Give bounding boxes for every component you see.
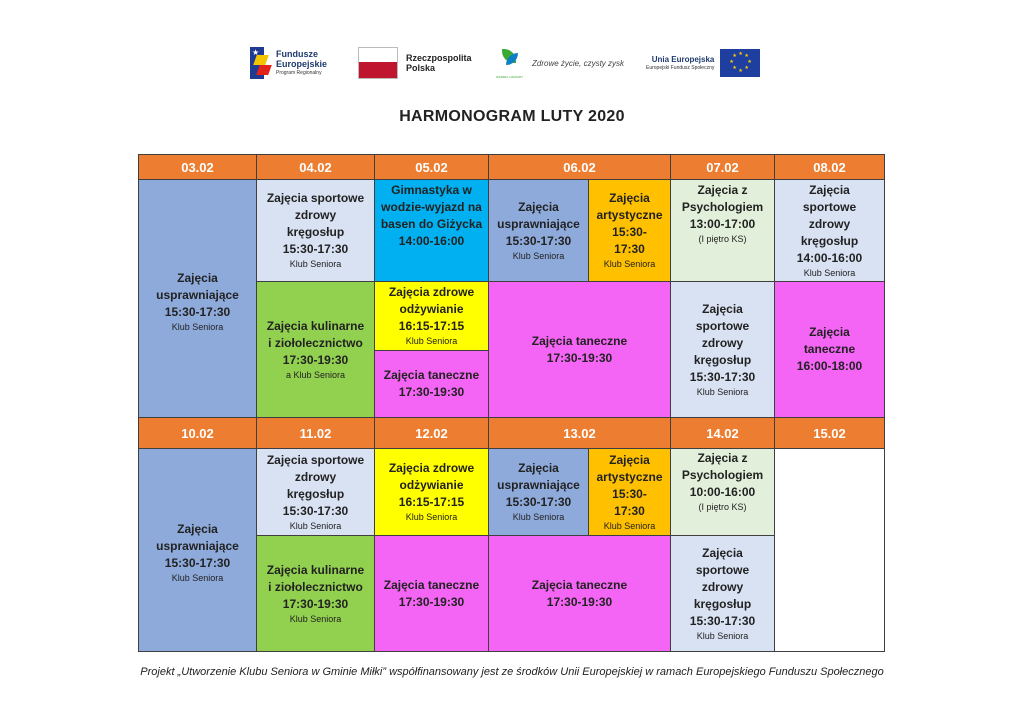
schedule-cell	[488, 281, 671, 418]
schedule-cell	[138, 448, 257, 652]
schedule-cell	[774, 179, 885, 282]
activity-label: Zajęcia	[518, 199, 559, 214]
activity-label: odżywianie	[399, 302, 464, 316]
header-day-12: 15.02	[774, 417, 885, 449]
activity-label: kręgosłup	[693, 352, 752, 367]
activity-location: a Klub Seniora	[285, 369, 346, 380]
zz-slogan: Zdrowe życie, czysty zysk	[532, 58, 625, 68]
ue-line1: Unia Europejska	[651, 54, 715, 64]
activity-label: wodzie-wyjazd na	[381, 200, 482, 214]
activity-label: Zajęcia	[518, 461, 559, 475]
schedule-cell	[374, 448, 489, 536]
activity-label: kręgosłup	[693, 596, 752, 611]
schedule-cell	[374, 281, 489, 351]
activity-label: Zajęcia taneczne	[531, 577, 628, 592]
header-day-4: 06.02	[488, 154, 671, 180]
activity-time: 14:00-16:00	[398, 234, 465, 248]
activity-time: 15:30-17:30	[689, 369, 756, 384]
activity-label: Zajęcia taneczne	[383, 368, 480, 382]
activity-label: Zajęcia sportowe	[266, 191, 365, 205]
activity-location: Klub Seniora	[696, 386, 749, 397]
activity-location: Klub Seniora	[803, 267, 856, 278]
activity-time: 17:30-19:30	[398, 594, 465, 609]
rzeczpospolita-logo	[358, 40, 472, 86]
activity-time: 16:00-18:00	[796, 359, 863, 373]
activity-label: Zajęcia z	[697, 183, 748, 197]
activity-label: Zajęcia	[609, 191, 650, 205]
activity-location: Klub Seniora	[405, 512, 458, 522]
schedule-cell	[774, 281, 885, 418]
header-day-11: 14.02	[670, 417, 775, 449]
activity-time: 16:15-17:15	[398, 319, 465, 333]
activity-location: Klub Seniora	[289, 259, 342, 269]
activity-label: Zajęcia zdrowe	[388, 461, 475, 475]
header-day-8: 11.02	[256, 417, 375, 449]
schedule-cell-empty	[774, 448, 885, 652]
activity-time: 17:30-19:30	[282, 596, 349, 611]
activity-location: Klub Seniora	[696, 630, 749, 641]
activity-time: 17:30-19:30	[546, 594, 613, 609]
activity-label: zdrowy	[808, 216, 851, 231]
activity-location: Klub Seniora	[405, 336, 458, 346]
footer-note: Projekt „Utworzenie Klubu Seniora w Gminie Miłki” współfinansowany jest ze środków Unii Europejskiej w ramach Europejskiego Funduszu Społecznego	[140, 666, 884, 678]
schedule-cell	[374, 535, 489, 652]
schedule-cell	[138, 179, 257, 418]
poland-flag-icon	[358, 47, 398, 79]
schedule-cell	[670, 179, 775, 282]
activity-time: 15:30-17:30	[282, 503, 349, 518]
ue-line2: Europejski Fundusz Społeczny	[646, 64, 715, 71]
activity-time: 15:30-	[612, 486, 647, 501]
header-day-3: 05.02	[374, 154, 489, 180]
activity-time: 15:30-17:30	[505, 495, 572, 509]
activity-location: Klub Seniora	[171, 573, 224, 583]
schedule-cell	[670, 535, 775, 652]
activity-label: Zajęcia kulinarne	[266, 562, 365, 577]
activity-label: Zajęcia sportowe	[266, 452, 365, 467]
activity-label: Zajęcia	[702, 301, 743, 316]
header-day-1: 03.02	[138, 154, 257, 180]
activity-label: zdrowy	[701, 579, 744, 594]
activity-time: 15:30-17:30	[505, 233, 572, 248]
activity-label: Zajęcia kulinarne	[266, 318, 365, 333]
header-day-7: 10.02	[138, 417, 257, 449]
activity-label: Zajęcia	[177, 270, 218, 285]
page-title: HARMONOGRAM LUTY 2020	[399, 108, 625, 125]
activity-label: artystyczne	[596, 469, 663, 484]
schedule-cell	[374, 179, 489, 282]
header-day-5: 07.02	[670, 154, 775, 180]
activity-label: Zajęcia	[809, 325, 850, 339]
schedule-cell	[670, 281, 775, 418]
activity-time: 16:15-17:15	[398, 495, 465, 509]
activity-label: Zajęcia zdrowe	[388, 285, 475, 299]
zz-brand: WARMIA I MAZURY	[496, 75, 524, 79]
activity-label: Zajęcia	[609, 452, 650, 467]
activity-time: 17:30-19:30	[282, 352, 349, 367]
activity-label: kręgosłup	[286, 225, 345, 239]
activity-time: 17:30	[614, 242, 645, 256]
warmia-mazury-logo	[496, 40, 624, 86]
activity-label: artystyczne	[596, 208, 663, 222]
activity-label: Zajęcia taneczne	[383, 577, 480, 592]
activity-label: sportowe	[802, 199, 857, 214]
activity-label: usprawniające	[497, 216, 580, 231]
header-day-10: 13.02	[488, 417, 671, 449]
activity-location: Klub Seniora	[289, 520, 342, 531]
schedule-cell	[256, 448, 375, 536]
schedule-cell	[588, 448, 671, 536]
schedule-cell	[256, 535, 375, 652]
activity-label: Zajęcia	[702, 545, 743, 560]
unia-europejska-logo	[646, 40, 760, 86]
activity-location: Klub Seniora	[171, 321, 224, 332]
activity-label: Zajęcia	[809, 182, 850, 197]
activity-location: Klub Seniora	[512, 250, 565, 261]
activity-label: kręgosłup	[286, 486, 345, 501]
schedule-cell	[488, 535, 671, 652]
header-day-9: 12.02	[374, 417, 489, 449]
schedule-cell	[488, 448, 589, 536]
activity-label: usprawniające	[156, 287, 239, 302]
activity-time: 10:00-16:00	[689, 485, 756, 499]
activity-time: 15:30-	[612, 225, 647, 239]
activity-time: 14:00-16:00	[796, 250, 863, 265]
activity-label: zdrowy	[701, 335, 744, 350]
logo-bar	[0, 40, 1024, 86]
activity-time: 17:30-19:30	[398, 385, 465, 399]
header-day-2: 04.02	[256, 154, 375, 180]
rp-line1: Rzeczpospolita	[406, 53, 472, 63]
activity-label: basen do Giżycka	[380, 217, 483, 231]
activity-label: Zajęcia	[177, 522, 218, 536]
activity-label: taneczne	[803, 342, 856, 356]
activity-time: 15:30-17:30	[689, 613, 756, 628]
activity-label: i ziołolecznictwo	[268, 335, 363, 350]
fe-line3: Program Regionalny	[276, 70, 322, 76]
leaf-icon	[496, 47, 526, 79]
activity-time: 13:00-17:00	[689, 217, 756, 231]
schedule-cell	[256, 281, 375, 418]
activity-location: (I piętro KS)	[698, 502, 747, 512]
activity-location: (I piętro KS)	[698, 234, 747, 244]
activity-location: Klub Seniora	[603, 520, 656, 531]
activity-label: sportowe	[695, 318, 750, 333]
activity-label: Zajęcia z	[697, 451, 748, 465]
activity-label: Psychologiem	[681, 468, 764, 482]
activity-label: kręgosłup	[800, 233, 859, 248]
activity-label: Zajęcia taneczne	[531, 333, 628, 348]
schedule-cell	[588, 179, 671, 282]
activity-label: zdrowy	[294, 208, 337, 222]
activity-label: Gimnastyka w	[391, 183, 472, 197]
activity-label: Psychologiem	[681, 200, 764, 214]
fe-line2: Europejskie	[276, 59, 328, 69]
activity-location: Klub Seniora	[289, 613, 342, 624]
header-day-6: 08.02	[774, 154, 885, 180]
fe-line1: Fundusze	[276, 49, 318, 59]
eu-flag-icon: ★ ★ ★ ★ ★ ★ ★ ★	[720, 49, 760, 77]
schedule-cell	[374, 350, 489, 418]
activity-time: 15:30-17:30	[282, 242, 349, 256]
fundusze-europejskie-logo	[250, 40, 327, 86]
activity-label: usprawniające	[156, 539, 239, 553]
activity-label: zdrowy	[294, 469, 337, 484]
fe-flag-icon: ★	[250, 47, 270, 79]
activity-time: 17:30	[614, 503, 645, 518]
schedule-cell	[256, 179, 375, 282]
schedule-cell	[488, 179, 589, 282]
rp-line2: Polska	[406, 63, 436, 73]
schedule-cell	[670, 448, 775, 536]
activity-location: Klub Seniora	[512, 512, 565, 522]
activity-label: odżywianie	[399, 478, 464, 492]
activity-label: sportowe	[695, 562, 750, 577]
activity-time: 15:30-17:30	[164, 556, 231, 570]
activity-time: 15:30-17:30	[164, 304, 231, 319]
activity-location: Klub Seniora	[603, 259, 656, 269]
activity-time: 17:30-19:30	[546, 350, 613, 365]
activity-label: i ziołolecznictwo	[268, 579, 363, 594]
activity-label: usprawniające	[497, 478, 580, 492]
